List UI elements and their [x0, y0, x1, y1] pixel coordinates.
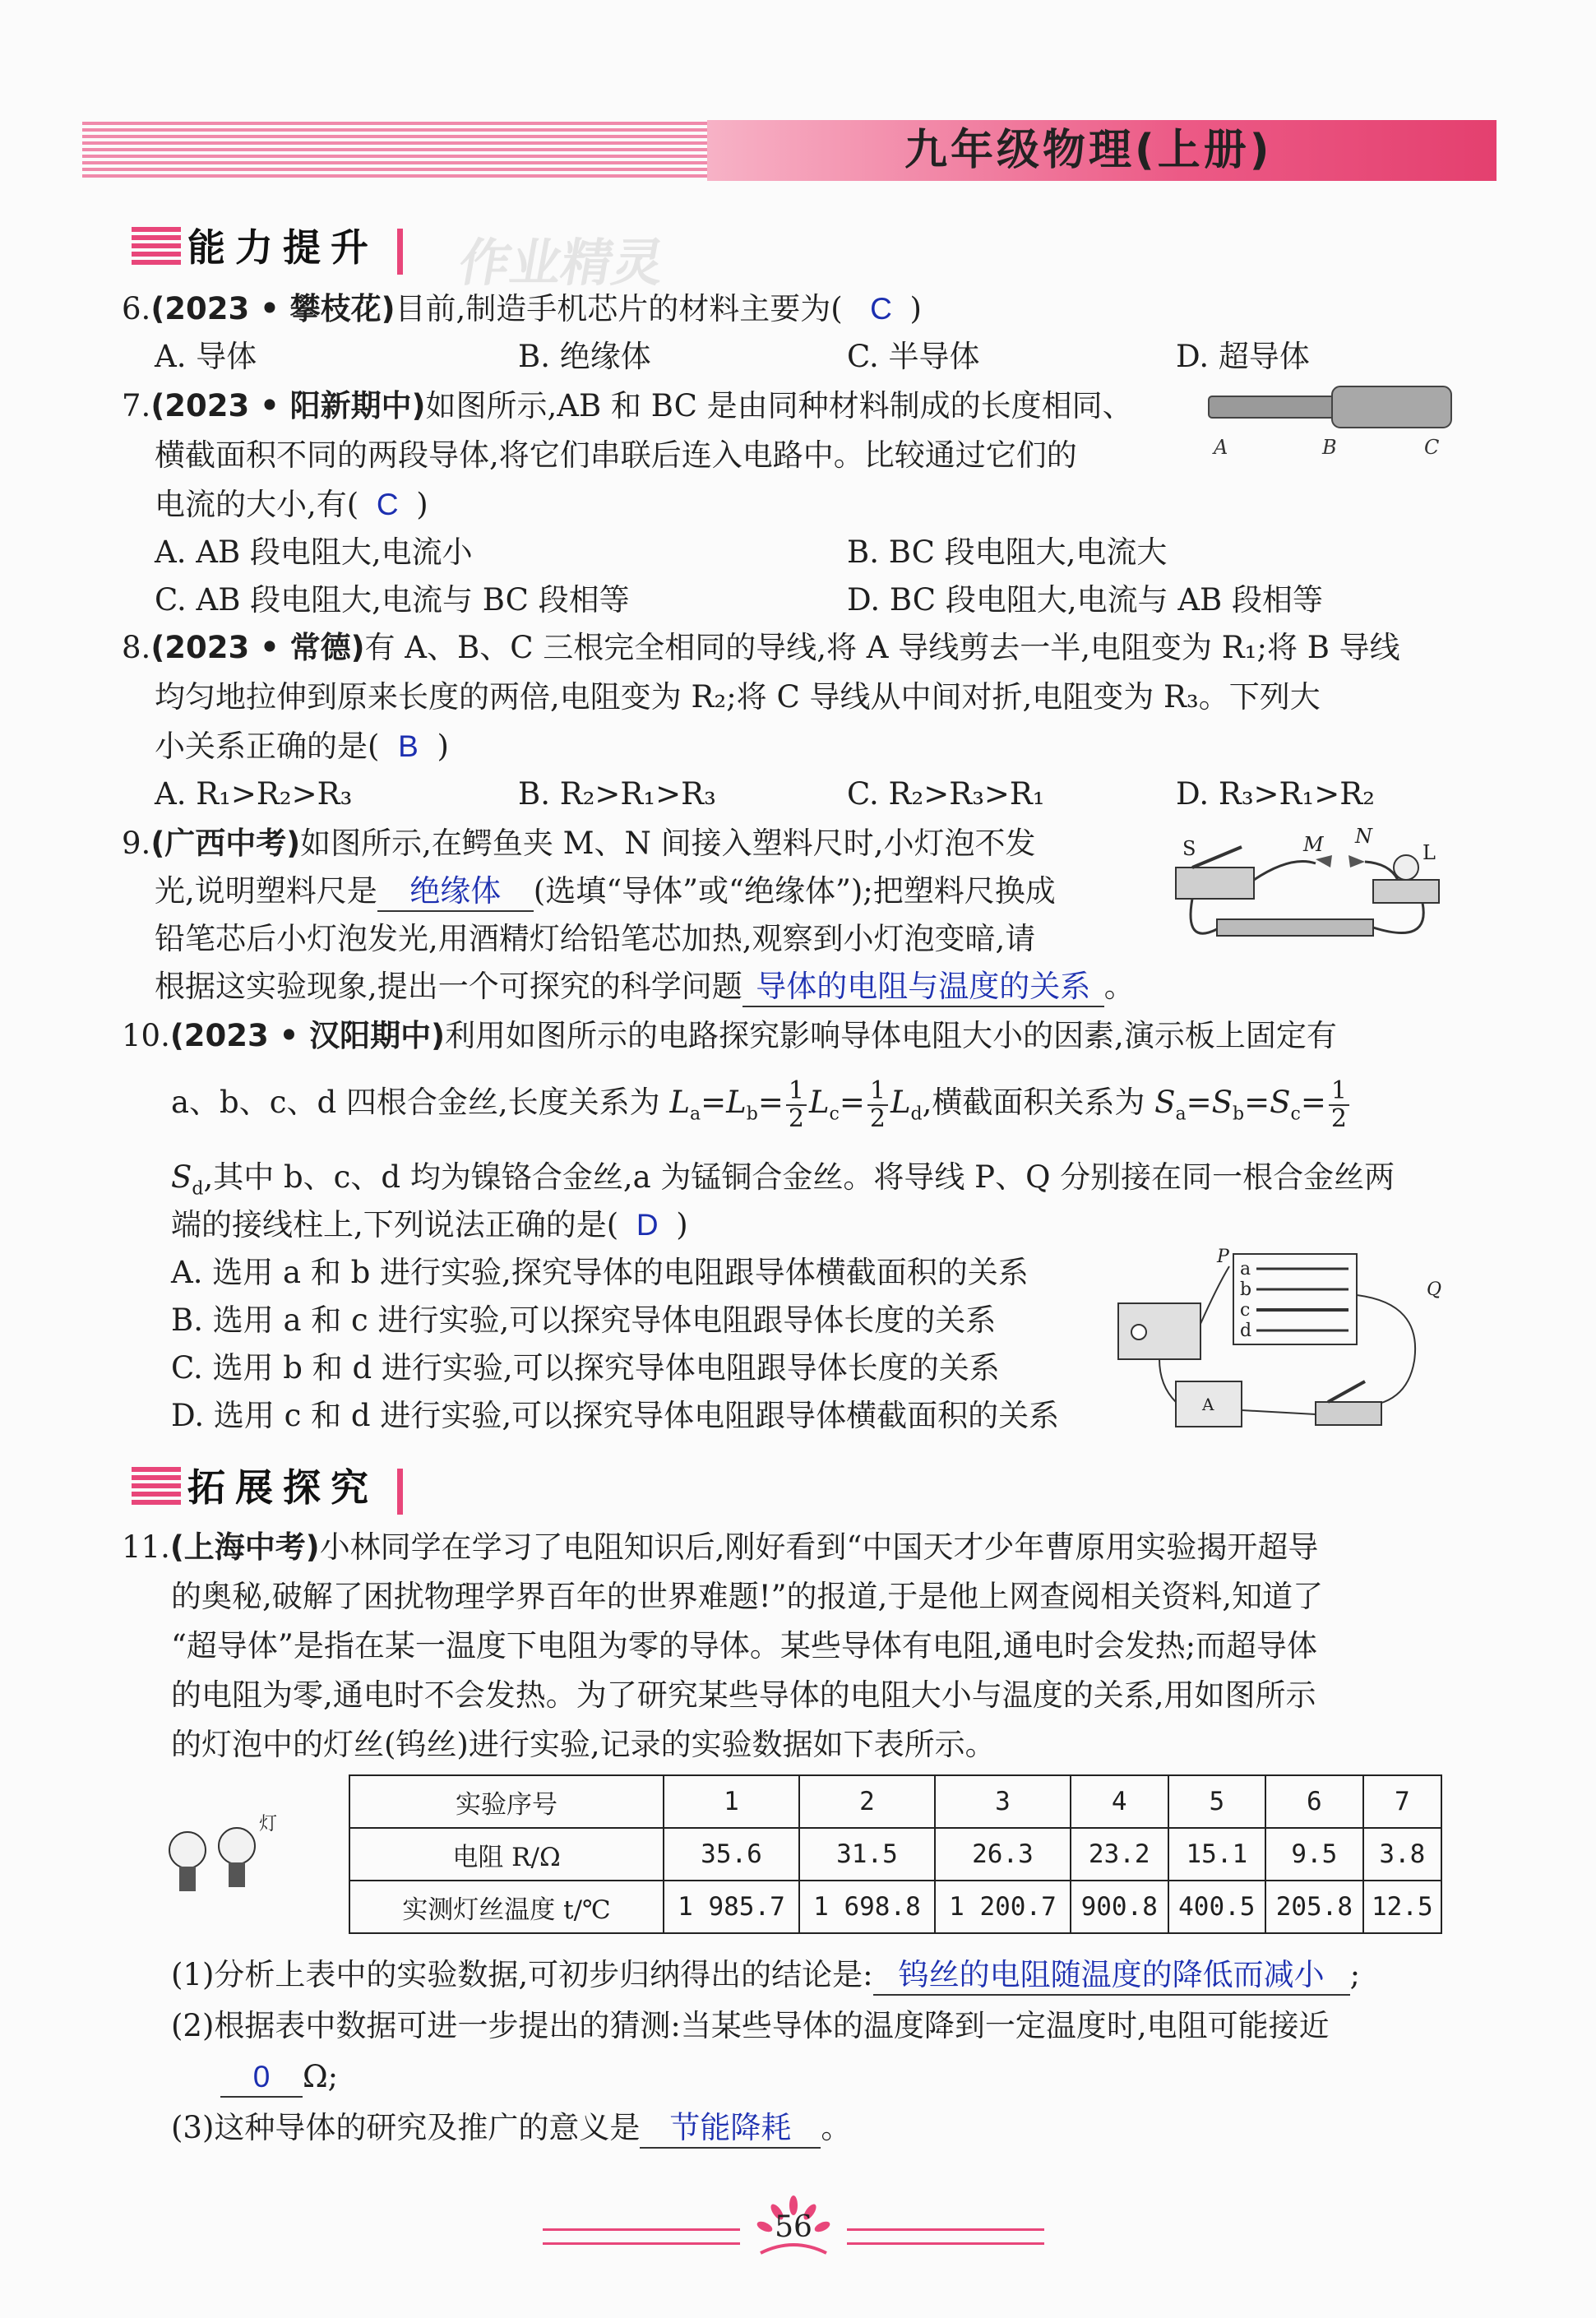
table-row — [349, 1775, 1441, 1828]
q7-label-b: B — [1322, 436, 1337, 459]
q11-blank-3: 节能降耗 — [640, 2109, 821, 2149]
q7-label-c: C — [1424, 436, 1440, 459]
q6-option-b: B. 绝缘体 — [518, 339, 651, 374]
q11-stem-line4: 的电阻为零,通电时不会发热。为了研究某些导体的电阻大小与温度的关系,用如图所示 — [171, 1677, 1316, 1713]
q7-option-a: A. AB 段电阻大,电流小 — [155, 534, 473, 570]
section-explore — [132, 1460, 403, 1515]
table-cell: 3.8 — [1363, 1828, 1441, 1881]
q11-stem-line1: 11.(上海中考)小林同学在学习了电阻知识后,刚好看到“中国天才少年曹原用实验揭开超导 — [122, 1529, 1319, 1565]
section-explore-title: 拓展探究 — [187, 1465, 378, 1510]
q11-lamp-figure — [164, 1809, 288, 1899]
q6-answer: C — [870, 292, 892, 326]
q8-stem-line3: 小关系正确的是( B ) — [155, 722, 449, 771]
q9-stem-line1: 9.(广西中考)如图所示,在鳄鱼夹 M、N 间接入塑料尺时,小灯泡不发 — [122, 826, 1036, 861]
table-row — [349, 1881, 1441, 1933]
q6-option-c: C. 半导体 — [847, 339, 980, 374]
q11-lamp-label: 灯 — [259, 1814, 278, 1835]
q11-part2: (2)根据表中数据可进一步提出的猜测:当某些导体的温度降到一定温度时,电阻可能接近 — [171, 2008, 1330, 2043]
q8-option-a: A. R₁>R₂>R₃ — [155, 776, 353, 812]
table-cell: 23.2 — [1071, 1828, 1168, 1881]
table-cell: 1 985.7 — [664, 1881, 799, 1933]
table-row — [349, 1828, 1441, 1881]
q10-label-ammeter: A — [1202, 1395, 1214, 1414]
q6-option-a: A. 导体 — [155, 339, 257, 374]
q11-blank-1: 钨丝的电阻随温度的降低而减小 — [873, 1956, 1350, 1996]
q9-circuit-figure — [1168, 822, 1447, 962]
q8-answer: B — [398, 729, 419, 763]
table-cell: 900.8 — [1071, 1881, 1168, 1933]
q10-label-a: a — [1240, 1259, 1251, 1279]
table-cell: 2 — [799, 1775, 935, 1828]
q9-label-s: S — [1182, 837, 1196, 860]
q11-part1: (1)分析上表中的实验数据,可初步归纳得出的结论是: 钨丝的电阻随温度的降低而减小 ; — [171, 1950, 1360, 2000]
table-cell: 6 — [1265, 1775, 1363, 1828]
q10-answer: D — [636, 1208, 659, 1242]
q7-option-c: C. AB 段电阻大,电流与 BC 段相等 — [155, 582, 630, 618]
table-cell: 1 698.8 — [799, 1881, 935, 1933]
table-cell: 400.5 — [1168, 1881, 1266, 1933]
q11-stem-line3: “超导体”是指在某一温度下电阻为零的导体。某些导体有电阻,通电时会发热;而超导体 — [171, 1628, 1318, 1663]
q8-stem-line2: 均匀地拉伸到原来长度的两倍,电阻变为 R₂;将 C 导线从中间对折,电阻变为 R₃。下列大 — [155, 679, 1321, 715]
q10-stem-line3: $S_d$,其中 b、c、d 均为镍铬合金丝,a 为锰铜合金丝。将导线 P、Q 分别接在同一根合金丝两 — [171, 1159, 1395, 1200]
q10-option-d: D. 选用 c 和 d 进行实验,可以探究导体电阻跟导体横截面积的关系 — [171, 1398, 1060, 1433]
q10-stem-line1: 10.(2023 • 汉阳期中)利用如图所示的电路探究影响导体电阻大小的因素,演示板上固定有 — [122, 1018, 1337, 1053]
q10-circuit-figure — [1110, 1246, 1464, 1435]
q9-label-l: L — [1423, 841, 1436, 864]
q11-data-table — [349, 1774, 1442, 1934]
footer-lines-left — [543, 2228, 740, 2245]
q10-label-d: d — [1240, 1321, 1252, 1341]
table-cell: 26.3 — [935, 1828, 1071, 1881]
q11-stem-line5: 的灯泡中的灯丝(钨丝)进行实验,记录的实验数据如下表所示。 — [171, 1727, 996, 1762]
q9-blank-2: 导体的电阻与温度的关系 — [742, 968, 1104, 1007]
table-cell: 3 — [935, 1775, 1071, 1828]
q7-option-d: D. BC 段电阻大,电流与 AB 段相等 — [847, 582, 1324, 618]
table-cell: 9.5 — [1265, 1828, 1363, 1881]
table-cell: 电阻 R/Ω — [349, 1828, 664, 1881]
q11-part2-answer: 0 Ω; — [220, 2052, 338, 2102]
q9-blank-1: 绝缘体 — [377, 872, 534, 912]
q10-option-a: A. 选用 a 和 b 进行实验,探究导体的电阻跟导体横截面积的关系 — [171, 1255, 1029, 1290]
table-cell: 1 — [664, 1775, 799, 1828]
q11-part3: (3)这种导体的研究及推广的意义是 节能降耗 。 — [171, 2103, 851, 2153]
q7-stem-line1: 7.(2023 • 阳新期中)如图所示,AB 和 BC 是由同种材料制成的长度相同、 — [122, 388, 1133, 423]
q7-stem-line3: 电流的大小,有( C ) — [155, 480, 428, 530]
q9-stem-line3: 铅笔芯后小灯泡发光,用酒精灯给铅笔芯加热,观察到小灯泡变暗,请 — [155, 921, 1036, 956]
table-cell: 31.5 — [799, 1828, 935, 1881]
q9-stem-line2: 光,说明塑料尺是 绝缘体 (选填“导体”或“绝缘体”);把塑料尺换成 — [155, 867, 1056, 916]
q10-option-c: C. 选用 b 和 d 进行实验,可以探究导体电阻跟导体长度的关系 — [171, 1350, 1000, 1386]
table-cell: 实验序号 — [349, 1775, 664, 1828]
q6-option-d: D. 超导体 — [1176, 339, 1310, 374]
q10-label-p: P — [1217, 1247, 1229, 1267]
table-cell: 实测灯丝温度 t/℃ — [349, 1881, 664, 1933]
table-cell: 15.1 — [1168, 1828, 1266, 1881]
q8-option-d: D. R₃>R₁>R₂ — [1176, 776, 1375, 812]
q11-blank-2: 0 — [220, 2058, 303, 2098]
section-ability — [132, 220, 403, 275]
q11-stem-line2: 的奥秘,破解了困扰物理学界百年的世界难题!”的报道,于是他上网查阅相关资料,知道了 — [171, 1579, 1324, 1614]
q7-label-a: A — [1214, 436, 1228, 459]
watermark: 作业精灵 — [454, 233, 669, 293]
q9-label-n: N — [1355, 825, 1372, 848]
section-ability-title: 能力提升 — [187, 225, 378, 270]
q7-stem-line2: 横截面积不同的两段导体,将它们串联后连入电路中。比较通过它们的 — [155, 437, 1077, 473]
q10-label-q: Q — [1427, 1279, 1442, 1300]
table-cell: 5 — [1168, 1775, 1266, 1828]
table-cell: 35.6 — [664, 1828, 799, 1881]
table-cell: 205.8 — [1265, 1881, 1363, 1933]
footer-lines-right — [847, 2228, 1044, 2245]
q6-stem: 6.(2023 • 攀枝花)目前,制造手机芯片的材料主要为( C ) — [122, 285, 922, 334]
q7-answer: C — [376, 488, 399, 521]
q8-stem-line1: 8.(2023 • 常德)有 A、B、C 三根完全相同的导线,将 A 导线剪去一半,电阻变为 R₁;将 B 导线 — [122, 630, 1400, 665]
q10-stem-line2: a、b、c、d 四根合金丝,长度关系为 $L_a=L_b=$ $\frac{1}{2}$ $L_c=$ $\frac{1}{2}$ $L_d$,横截面积关系为 $S_a=S_b=S_c=$ $\frac{1}{2}$ — [171, 1066, 1352, 1151]
q10-label-c: c — [1240, 1300, 1251, 1321]
q8-option-b: B. R₂>R₁>R₃ — [518, 776, 716, 812]
page-number: 56 — [775, 2210, 812, 2244]
table-cell: 1 200.7 — [935, 1881, 1071, 1933]
header-title: 九年级物理(上册) — [904, 126, 1273, 175]
q9-label-m: M — [1303, 833, 1324, 856]
q10-stem-line4: 端的接线柱上,下列说法正确的是( D ) — [171, 1201, 688, 1250]
table-cell: 4 — [1071, 1775, 1168, 1828]
q8-option-c: C. R₂>R₃>R₁ — [847, 776, 1045, 812]
q7-option-b: B. BC 段电阻大,电流大 — [847, 534, 1168, 570]
q10-label-b: b — [1240, 1279, 1252, 1300]
q9-stem-line4: 根据这实验现象,提出一个可探究的科学问题 导体的电阻与温度的关系 。 — [155, 962, 1135, 1011]
table-cell: 12.5 — [1363, 1881, 1441, 1933]
q10-option-b: B. 选用 a 和 c 进行实验,可以探究导体电阻跟导体长度的关系 — [171, 1302, 997, 1338]
q7-conductor-figure — [1200, 378, 1464, 460]
table-cell: 7 — [1363, 1775, 1441, 1828]
